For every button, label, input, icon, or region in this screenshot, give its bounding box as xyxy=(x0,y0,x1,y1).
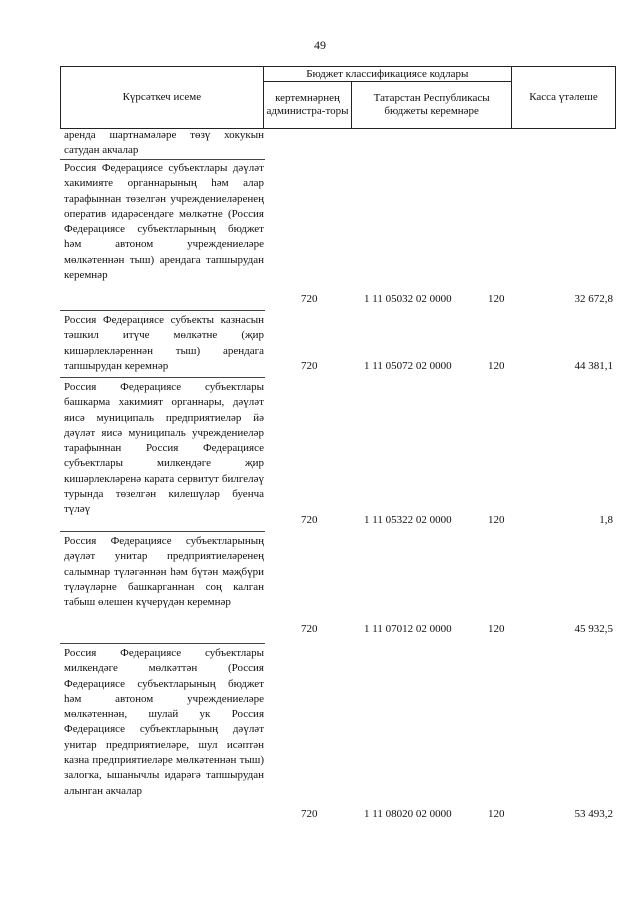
header-republic-budget-revenue: Татарстан Республикасы бюджеты керемнәре xyxy=(352,82,512,129)
indicator-name: Россия Федерациясе субъектларының дәүләт унитар предприятиеләренең салымнар түләгәннән һәм бүтән мәҗбүри түләүләрне башкарганнан соң калган табыш өлешен күчерүдән керемнәр xyxy=(64,535,264,609)
row-separator xyxy=(60,643,265,644)
row-separator xyxy=(60,377,265,378)
revenue-code: 1 11 08020 02 0000 xyxy=(364,808,452,820)
table-header xyxy=(60,66,616,129)
row-separator xyxy=(60,310,265,311)
admin-code: 720 xyxy=(301,293,318,305)
indicator-name: Россия Федерациясе субъектлары милкендәге мөлкәттән (Россия Федерациясе субъектларының бюджет һәм автоном учреждениеләре мөлкәтеннән, шулай ук Россия Федерациясе субъектларының дәүләт унитар предприятиеләре, шул исәптән казна предприятиеләре мөлкәтеннән тыш) залогка, ышанычлы идарәгә тапшырудан алынган акчалар xyxy=(64,647,264,797)
indicator-name: Россия Федерациясе субъектлары дәүләт хакимияте органнарының һәм алар тарафыннан төзелгән учреждениеләренең оператив идарәсендәге мөлкәтне (Россия Федерациясе субъектларының бюджет һәм автоном учреждениеләре мөлкәтеннән тыш) арендага тапшырудан керемнәр xyxy=(64,162,264,282)
revenue-code: 1 11 05322 02 0000 xyxy=(364,514,452,526)
page-number: 49 xyxy=(314,38,326,52)
cash-amount: 53 493,2 xyxy=(574,808,613,820)
admin-code: 720 xyxy=(301,360,318,372)
header-revenue-administrator: кертемнәрнең администра-торы xyxy=(263,82,352,129)
admin-code: 720 xyxy=(301,514,318,526)
revenue-code: 1 11 07012 02 0000 xyxy=(364,623,452,635)
cash-amount: 45 932,5 xyxy=(574,623,613,635)
subtype-code: 120 xyxy=(488,360,505,372)
header-budget-classification: Бюджет классификациясе кодлары xyxy=(263,67,511,82)
indicator-name: аренда шартнамәләре төзү хокукын сатудан акчалар xyxy=(64,129,264,157)
header-indicator-name: Күрсәткеч исеме xyxy=(61,67,264,129)
indicator-name: Россия Федерациясе субъекты казнасын тәшкил итүче мөлкәтне (җир кишәрлекләреннән тыш) арендага тапшырудан керемнәр xyxy=(64,314,264,372)
revenue-code: 1 11 05032 02 0000 xyxy=(364,293,452,305)
cash-amount: 44 381,1 xyxy=(574,360,613,372)
row-separator xyxy=(60,159,265,160)
subtype-code: 120 xyxy=(488,623,505,635)
admin-code: 720 xyxy=(301,808,318,820)
row-separator xyxy=(60,531,265,532)
subtype-code: 120 xyxy=(488,514,505,526)
cash-amount: 32 672,8 xyxy=(574,293,613,305)
header-cash-execution: Касса үтәлеше xyxy=(511,67,615,129)
subtype-code: 120 xyxy=(488,293,505,305)
admin-code: 720 xyxy=(301,623,318,635)
cash-amount: 1,8 xyxy=(599,514,613,526)
subtype-code: 120 xyxy=(488,808,505,820)
revenue-code: 1 11 05072 02 0000 xyxy=(364,360,452,372)
indicator-name: Россия Федерациясе субъектлары башкарма хакимият органнары, дәүләт яисә муниципаль предприятиеләр йә дәүләт яисә муниципаль учреждениеләр тарафыннан Россия Федерациясе субъектлары милкендәге җир кишәрлекләренә карата сервитут билгеләү турында төзелгән килешүләр буенча түләү xyxy=(64,381,264,516)
